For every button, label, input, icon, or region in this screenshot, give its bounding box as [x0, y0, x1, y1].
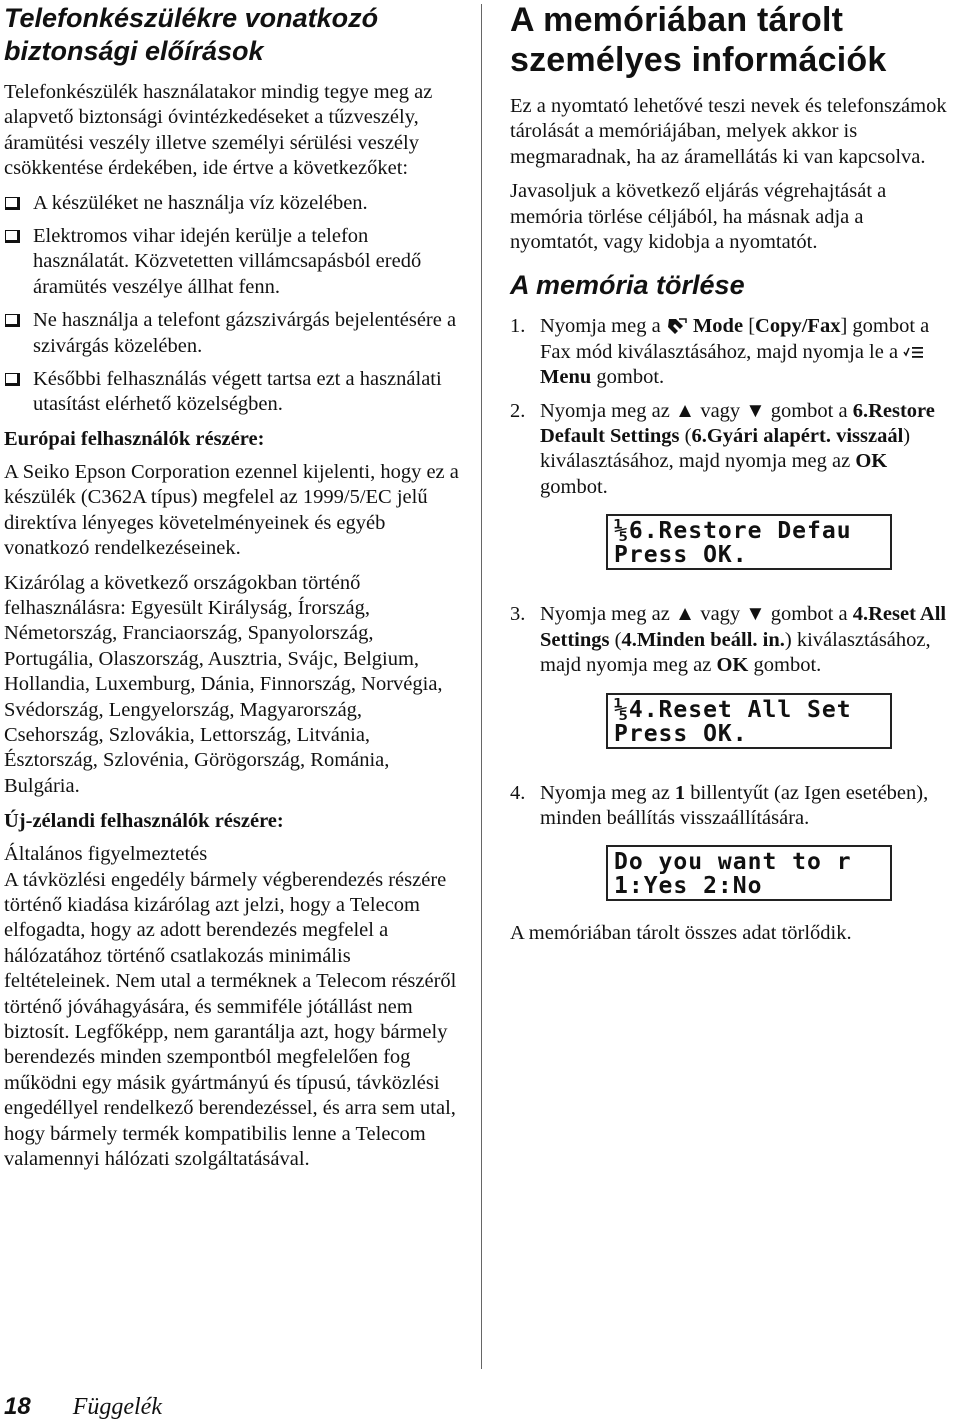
section-name: Függelék [72, 1394, 162, 1420]
menu-option-label: 4.Reset All Settings [540, 603, 947, 651]
eu-countries: Kizárólag a következő országokban történő felhasználásra: Egyesült Királyság, Írország, Németország, Franciaország, Spanyolország, Portugália, Olaszország, Ausztria, Svájc, Belgium, Hollandia, Luxemburg, Dánia, Finnország, Norvégia, Svédország, Lengyelország, Magyarország, Csehország, Szlovákia, Lettország, Litvánia, Észtország, Szlovénia, Görögország, Románia, Bulgária. [4, 571, 443, 797]
step-text: ) kiválasztásához, majd nyomja meg az [540, 425, 911, 473]
lcd-display-confirm [606, 845, 892, 901]
step-number: 3. [510, 603, 526, 626]
step-text: ( [609, 628, 622, 651]
step-text: ( [679, 425, 692, 448]
copy-fax-label: Copy/Fax [755, 315, 841, 338]
menu-option-label: 4.Minden beáll. in. [621, 628, 785, 651]
nz-warning-text: A távközlési engedély bármely végberendezés részére történő kiadása kizárólag azt jelzi, hogy a Telecom elfogadta, hogy az adott berendezés megfelel a hálózatához történő csatlakozás minimális feltételeinek. Nem utal a terméknek a Telecom részéről történő jóváhagyására, és semmiféle jótállást nem biztosít. Legfőképp, nem garantálja azt, hogy bármely berendezés minden szempontból megfelelően fog működni egy másik gyártmányú és típusú, távközlési engedéllyel rendelkező berendezéssel, és arra sem utal, hogy bármely termék kompatibilis lenne a Telecom valamennyi hálózati szolgáltatásával. [4, 868, 457, 1171]
lcd-line: 1:Yes 2:No [614, 874, 763, 899]
step-text: Nyomja meg az ▲ vagy ▼ gombot a [540, 399, 853, 422]
mode-button-label: Mode [692, 315, 744, 338]
lcd-line: Do you want to r [614, 850, 852, 875]
list-item [4, 367, 460, 418]
lcd-line: ⅕4.Reset All Set [614, 697, 852, 722]
fax-mode-icon [666, 317, 688, 335]
eu-declaration: A Seiko Epson Corporation ezennel kijelenti, hogy ez a készülék (C362A típus) megfelel az 1999/5/EC jelű direktíva lényeges követelményeinek és egyéb vonatkozó rendelkezéseinek. [4, 460, 459, 560]
clear-memory-steps-cont [510, 602, 956, 678]
lcd-line: Press OK. [614, 543, 748, 568]
closing-note: A memóriában tárolt összes adat törlődik. [510, 922, 852, 945]
column-divider [481, 4, 482, 1369]
step-number: 1. [510, 315, 526, 338]
step-3 [510, 602, 956, 678]
step-text: gombot. [591, 366, 665, 389]
step-1 [510, 314, 956, 390]
step-text: ] gombot a Fax mód kiválasztásához, majd nyomja le a [540, 315, 930, 363]
nz-subheading: Általános figyelmeztetés [4, 843, 208, 866]
step-text: [ [743, 315, 756, 338]
bullet-text: Elektromos vihar idején kerülje a telefon használatát. Közvetetten villámcsapásból eredő áramütés veszélye állhat fenn. [33, 225, 422, 298]
safety-intro: Telefonkészülék használatakor mindig tegye meg az alapvető biztonsági óvintézkedéseket a tűzveszély, áramütési veszély illetve személyi sérülési veszély csökkentése érdekében, ide értve a következőket: [4, 81, 433, 180]
telephone-safety-heading: Telefonkészülékre vonatkozó biztonsági előírások [4, 3, 379, 66]
clear-memory-steps-final [510, 781, 956, 832]
ok-button-label: OK [716, 654, 749, 677]
key-label: 1 [674, 781, 686, 804]
memory-info-p1: Ez a nyomtató lehetővé teszi nevek és telefonszámok tárolását a memóriájában, melyek akkor is megmaradnak, ha az áramellátás ki van kapcsolva. [510, 95, 947, 168]
clear-memory-steps [510, 314, 956, 500]
safety-bullet-list [4, 191, 460, 418]
step-text: billentyűt (az Igen esetében), minden beállítás visszaállítására. [540, 781, 929, 829]
page-number: 18 [4, 1393, 31, 1420]
page-footer [4, 1393, 162, 1421]
checkbox-bullet-icon [5, 314, 20, 327]
menu-button-label: Menu [540, 366, 592, 389]
step-number: 4. [510, 781, 526, 804]
checkbox-bullet-icon [5, 197, 20, 210]
menu-option-label: 6.Restore Default Settings [540, 399, 935, 448]
step-text: gombot. [748, 654, 822, 677]
lcd-line: ⅕6.Restore Defau [614, 519, 852, 544]
step-number: 2. [510, 399, 526, 422]
memory-info-p2: Javasoljuk a következő eljárás végrehajtását a memória törlése céljából, ha másnak adja a nyomtatót, vagy kidobja a nyomtatót. [510, 180, 887, 254]
step-text: Nyomja meg az [540, 781, 675, 804]
step-text: gombot. [540, 475, 608, 498]
lcd-line: Press OK. [614, 721, 748, 746]
step-2 [510, 399, 956, 501]
bullet-text: Ne használja a telefont gázszivárgás bejelentésére a szivárgás közelében. [33, 309, 457, 357]
lcd-display-reset [606, 693, 892, 749]
bullet-text: Későbbi felhasználás végett tartsa ezt a használati utasítást elérhető közelségben. [33, 368, 442, 416]
lcd-display-restore [606, 514, 892, 570]
menu-list-icon [903, 343, 925, 361]
list-item [4, 308, 460, 359]
left-column [4, 0, 460, 1181]
memory-info-heading: A memóriában tárolt személyes információk [510, 1, 887, 79]
step-text: Nyomja meg az ▲ vagy ▼ gombot a [540, 603, 853, 626]
list-item [4, 191, 460, 216]
step-4 [510, 781, 956, 832]
eu-users-heading: Európai felhasználók részére: [4, 427, 265, 450]
checkbox-bullet-icon [5, 373, 20, 386]
bullet-text: A készüléket ne használja víz közelében. [33, 191, 368, 214]
nz-users-heading: Új-zélandi felhasználók részére: [4, 810, 284, 833]
step-text: ) kiválasztásához, majd nyomja meg az [540, 628, 931, 677]
menu-option-label: 6.Gyári alapért. visszaál [691, 425, 904, 448]
right-column [510, 0, 956, 956]
checkbox-bullet-icon [5, 230, 20, 243]
clear-memory-heading: A memória törlése [510, 270, 745, 301]
ok-button-label: OK [855, 450, 888, 473]
list-item [4, 224, 460, 300]
step-text: Nyomja meg a [540, 315, 666, 338]
